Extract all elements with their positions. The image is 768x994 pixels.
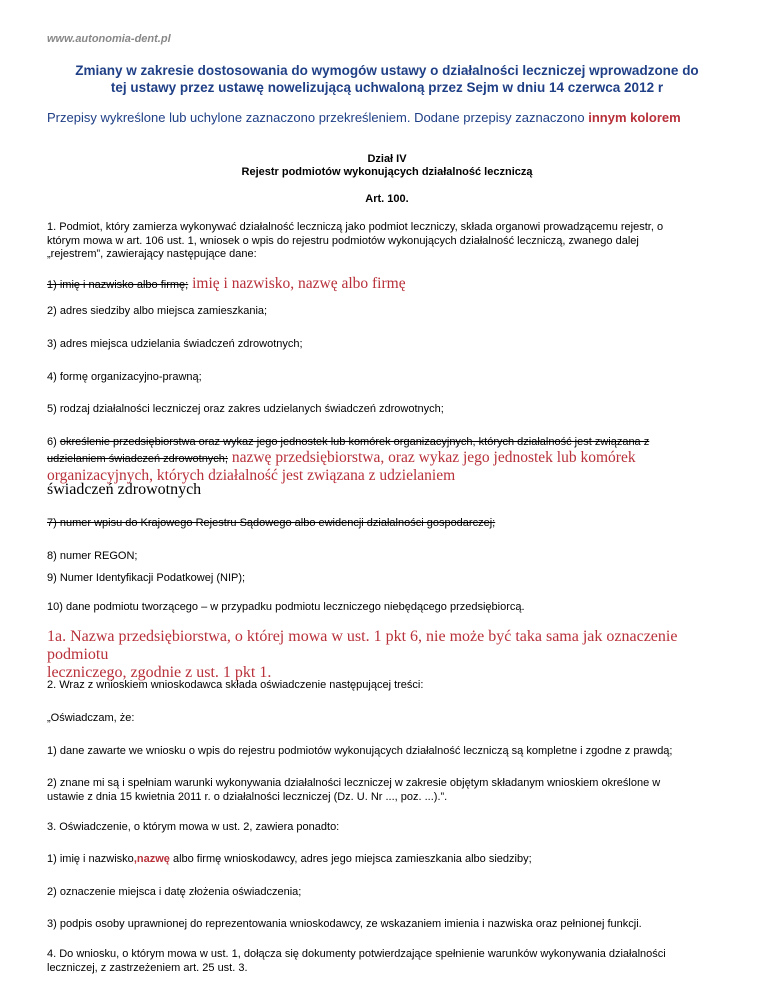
statement-item-2: 2) oznaczenie miejsca i datę złożenia oświadczenia; — [47, 886, 302, 898]
item-3: 3) adres miejsca udzielania świadczeń zdrowotnych; — [47, 338, 303, 350]
paragraph-4: 4. Do wniosku, o którym mowa w ust. 1, dołącza się dokumenty potwierdzające spełnienie warunków wykonywania działalności leczniczej, z zastrzeżeniem art. 25 ust. 3. — [47, 948, 666, 974]
statement-item-1: 1) imię i nazwisko,nazwę albo firmę wnioskodawcy, adres jego miejsca zamieszkania albo siedziby; — [47, 853, 532, 865]
item-6: 6) określenie przedsiębiorstwa oraz wykaz jego jednostek lub komórek organizacyjnych, których działalność jest związana z udzielaniem świadczeń zdrowotnych; nazwę przedsiębiorstwa, oraz wykaz jego jednostek lub komórek organizacyjnych, których działalność jest związana z udzielaniem — [47, 436, 727, 485]
item-4: 4) formę organizacyjno-prawną; — [47, 371, 202, 383]
item-6-continued: świadczeń zdrowotnych — [47, 481, 202, 498]
added-text: nazwę przedsiębiorstwa, oraz wykaz jego jednostek lub komórek — [227, 448, 636, 466]
added-text: organizacyjnych, których działalność jest związana z udzielaniem — [47, 467, 456, 484]
chapter-heading: Dział IV Rejestr podmiotów wykonujących działalność leczniczą — [241, 153, 533, 178]
legend-highlight: innym kolorem — [588, 110, 681, 125]
declaration-item-1: 1) dane zawarte we wniosku o wpis do rejestru podmiotów wykonujących działalność leczniczą są kompletne i zgodne z prawdą; — [47, 745, 673, 757]
declaration-intro: „Oświadczam, że: — [47, 712, 135, 724]
item-10: 10) dane podmiotu tworzącego – w przypadku podmiotu leczniczego niebędącego przedsiębiorcą. — [47, 601, 525, 613]
item-7: 7) numer wpisu do Krajowego Rejestru Sądowego albo ewidencji działalności gospodarczej; — [47, 517, 496, 529]
item-2: 2) adres siedziby albo miejsca zamieszkania; — [47, 305, 268, 317]
added-text: imię i nazwisko, nazwę albo firmę — [188, 275, 406, 292]
article-heading: Art. 100. — [365, 193, 409, 205]
legend-note: Przepisy wykreślone lub uchylone zaznaczono przekreśleniem. Dodane przepisy zaznaczono innym kolorem — [47, 110, 681, 125]
site-url: www.autonomia-dent.pl — [47, 33, 171, 45]
item-8: 8) numer REGON; — [47, 550, 138, 562]
item-5: 5) rodzaj działalności leczniczej oraz zakres udzielanych świadczeń zdrowotnych; — [47, 403, 444, 415]
document-title: Zmiany w zakresie dostosowania do wymogów ustawy o działalności leczniczej wprowadzone do tej ustawy przez ustawę nowelizującą uchwaloną przez Sejm w dniu 14 czerwca 2012 r — [75, 63, 699, 95]
item-9: 9) Numer Identyfikacji Podatkowej (NIP); — [47, 572, 246, 584]
declaration-item-2: 2) znane mi są i spełniam warunki wykonywania działalności leczniczej w zakresie objętym składanym wnioskiem określone w ustawie z dnia 15 kwietnia 2011 r. o działalności leczniczej (Dz. U. Nr ..., poz. ...).”. — [47, 777, 661, 803]
paragraph-1: 1. Podmiot, który zamierza wykonywać działalność leczniczą jako podmiot leczniczy, składa organowi prowadzącemu rejestr, o którym mowa w art. 106 ust. 1, wniosek o wpis do rejestru podmiotów wykonujących działalność leczniczą, zwanego dalej „rejestrem”, zawierający następujące dane: — [47, 221, 664, 260]
statement-item-3: 3) podpis osoby uprawnionej do reprezentowania wnioskodawcy, ze wskazaniem imienia i nazwiska oraz pełnionej funkcji. — [47, 918, 642, 930]
paragraph-2: 2. Wraz z wnioskiem wnioskodawca składa oświadczenie następującej treści: — [47, 679, 424, 691]
added-text: nazwę — [136, 853, 170, 865]
paragraph-3: 3. Oświadczenie, o którym mowa w ust. 2, zawiera ponadto: — [47, 821, 340, 833]
paragraph-1a: 1a. Nazwa przedsiębiorstwa, o której mowa w ust. 1 pkt 6, nie może być taka sama jak oznaczenie podmiotu leczniczego, zgodnie z ust. 1 pkt 1. — [47, 628, 678, 681]
item-1: 1) imię i nazwisko albo firmę; imię i nazwisko, nazwę albo firmę — [47, 275, 406, 292]
